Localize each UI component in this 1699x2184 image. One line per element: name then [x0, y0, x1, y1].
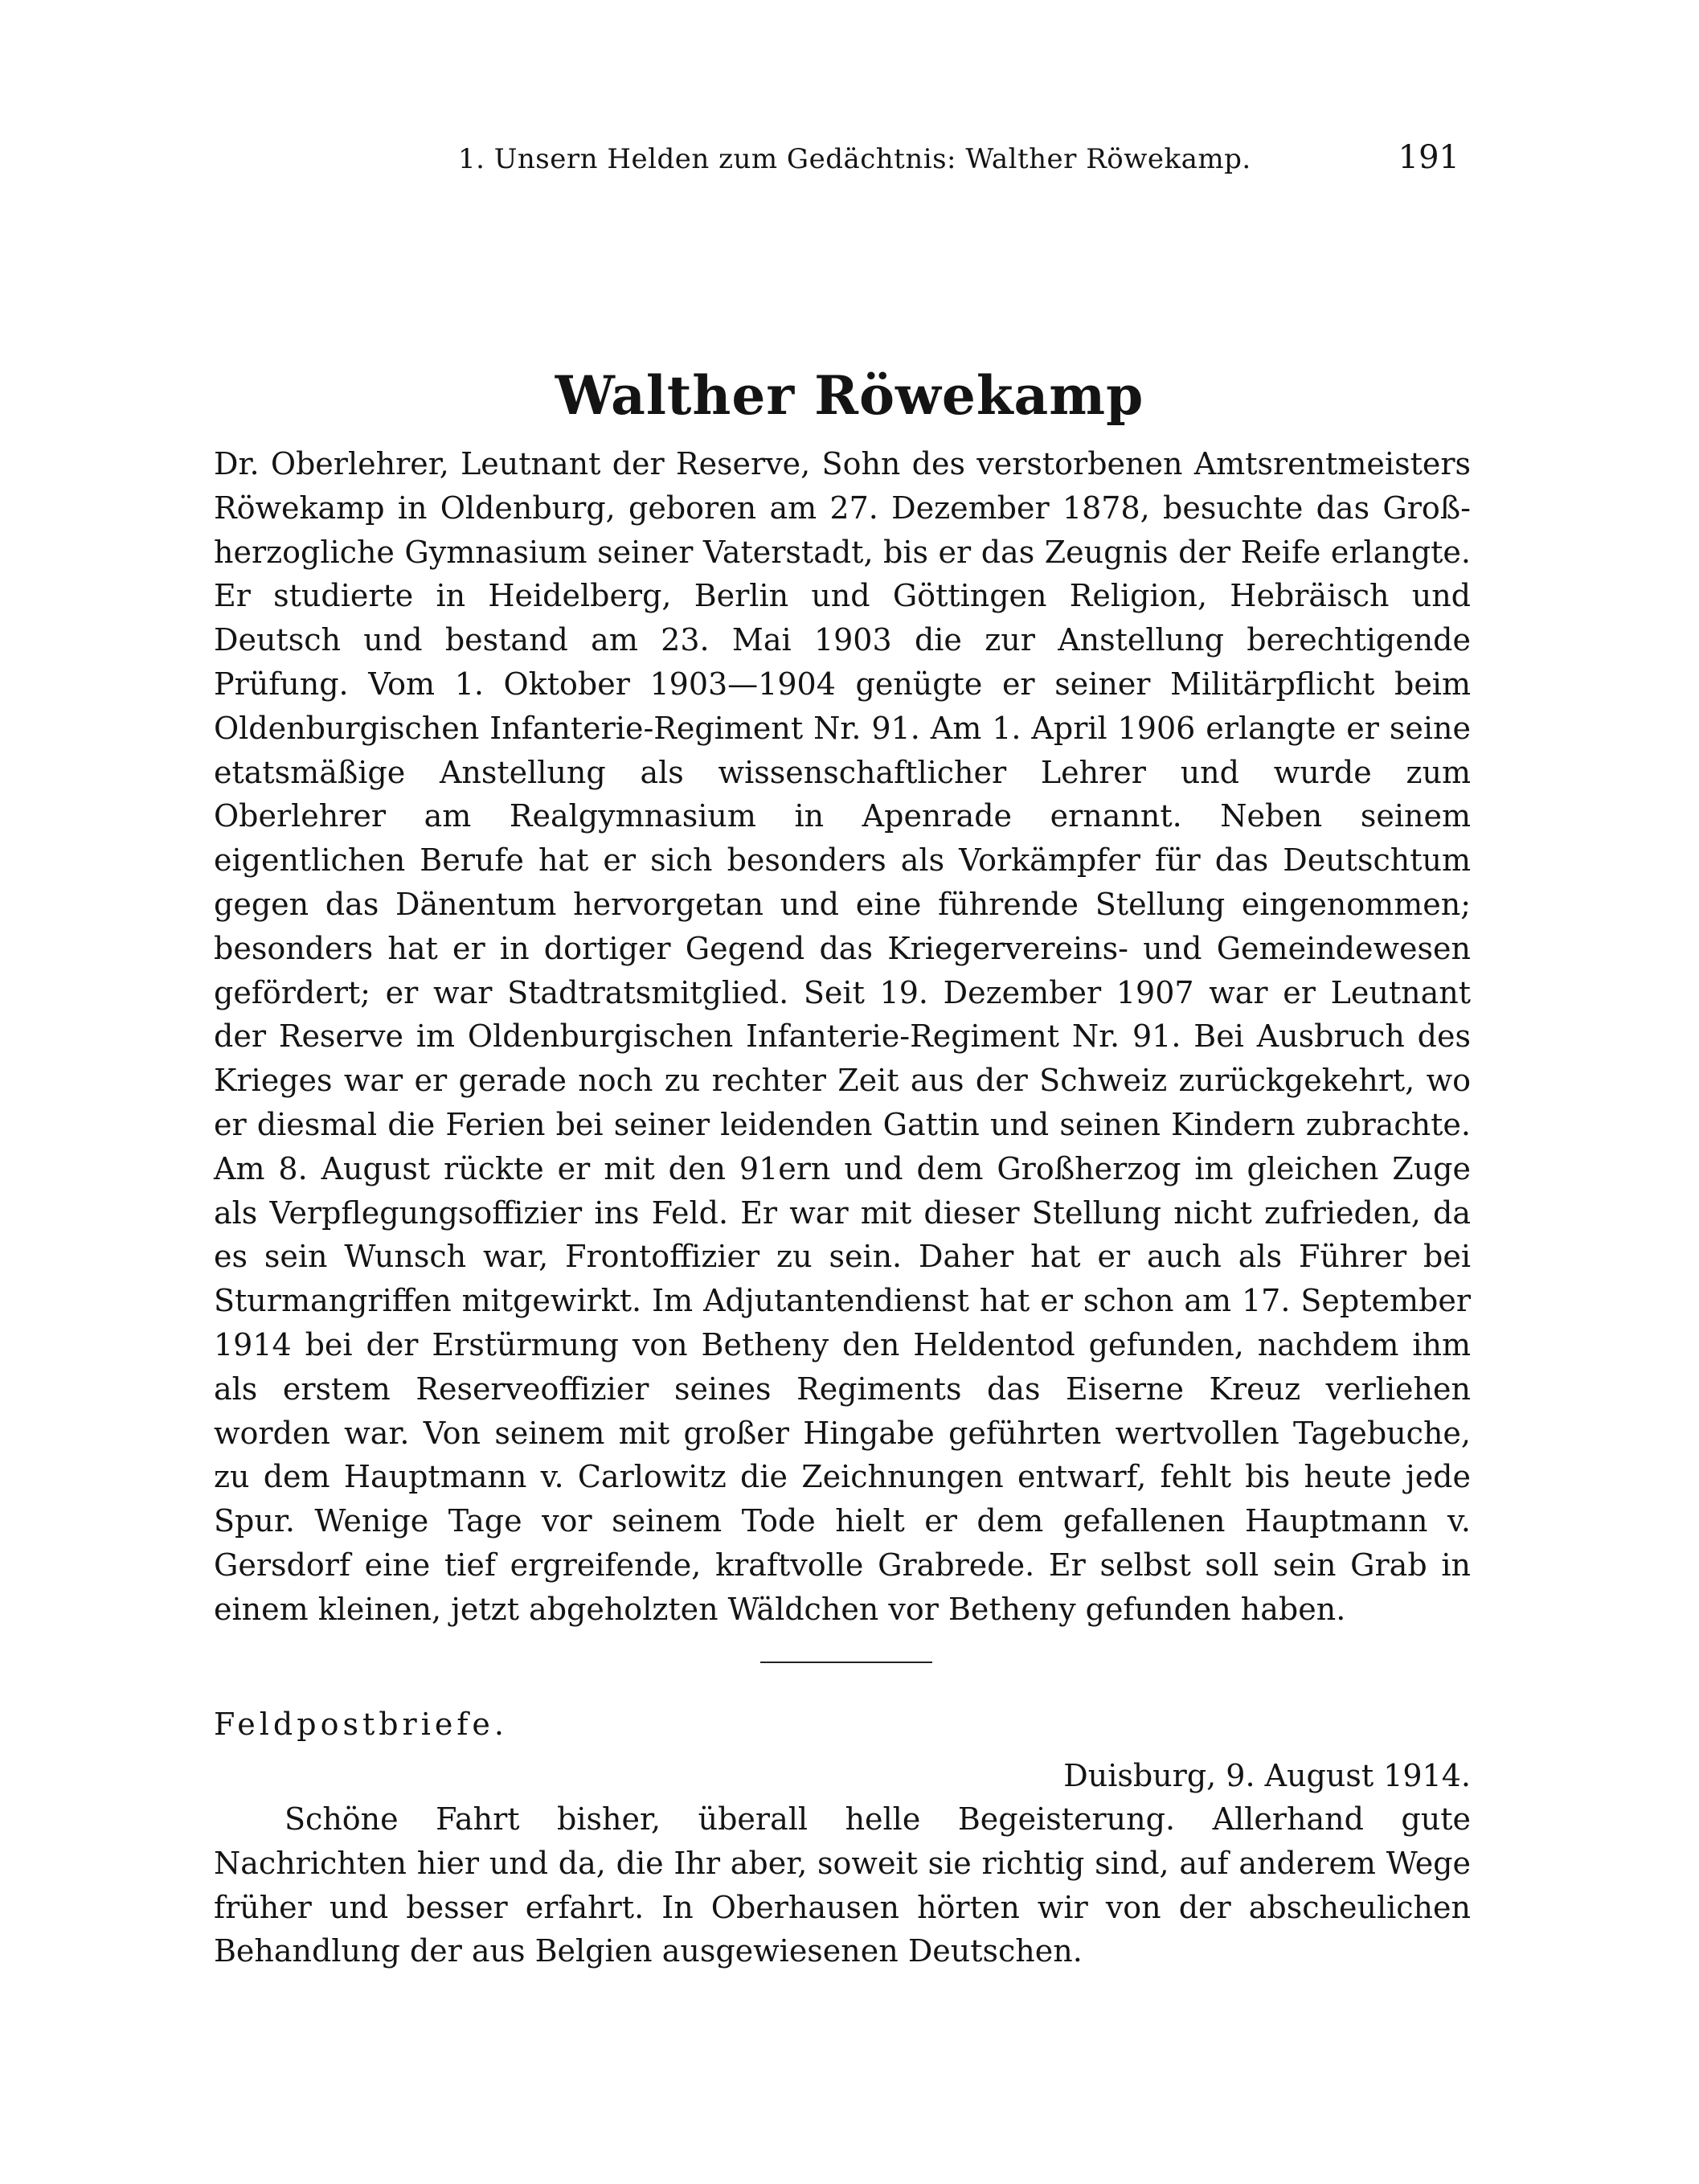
section-divider — [760, 1662, 932, 1663]
article-title: Walther Röwekamp — [555, 364, 1144, 427]
section-heading: Feldpostbriefe. — [214, 1707, 508, 1742]
running-head: 1. Unsern Helden zum Gedächtnis: Walther Röwekamp. — [458, 143, 1251, 175]
letter-paragraph: Schöne Fahrt bisher, überall helle Begeisterung. Allerhand gute Nachrichten hier und da, die Ihr aber, soweit sie richtig sind, auf anderem Wege früher und besser erfahrt. In Oberhausen hörten wir von der abscheulichen Behandlung der aus Belgien ausgewiesenen Deutschen. — [214, 1801, 1471, 1969]
page-number: 191 — [1398, 139, 1460, 176]
letter-place-date: Duisburg, 9. August 1914. — [1063, 1758, 1471, 1793]
biography-paragraph: Dr. Oberlehrer, Leutnant der Reserve, Sohn des verstorbenen Amtsrentmeisters Röwekamp in Oldenburg, geboren am 27. Dezember 1878, besuchte das Großherzogliche Gymnasium seiner Vaterstadt, bis er das Zeugnis der Reife erlangte. Er studierte in Heidelberg, Berlin und Göttingen Religion, Hebräisch und Deutsch und bestand am 23. Mai 1903 die zur Anstellung berechtigende Prüfung. Vom 1. Oktober 1903—1904 genügte er seiner Militärpflicht beim Oldenburgischen Infanterie-Regiment Nr. 91. Am 1. April 1906 erlangte er seine etatsmäßige Anstellung als wissenschaftlicher Lehrer und wurde zum Oberlehrer am Realgymnasium in Apenrade ernannt. Neben seinem eigentlichen Berufe hat er sich besonders als Vorkämpfer für das Deutschtum gegen das Dänentum hervorgetan und eine führende Stellung eingenommen; besonders hat er in dortiger Gegend das Kriegervereins- und Gemeindewesen gefördert; er war Stadtratsmitglied. Seit 19. Dezember 1907 war er Leutnant der Reserve im Oldenburgischen Infanterie-Regiment Nr. 91. Bei Ausbruch des Krieges war er gerade noch zu rechter Zeit aus der Schweiz zurückgekehrt, wo er diesmal die Ferien bei seiner leidenden Gattin und seinen Kindern zubrachte. Am 8. August rückte er mit den 91ern und dem Großherzog im gleichen Zuge als Verpflegungsoffizier ins Feld. Er war mit dieser Stellung nicht zufrieden, da es sein Wunsch war, Frontoffizier zu sein. Daher hat er auch als Führer bei Sturmangriffen mitgewirkt. Im Adjutantendienst hat er schon am 17. September 1914 bei der Erstürmung von Betheny den Heldentod gefunden, nachdem ihm als erstem Reserveoffizier seines Regiments das Eiserne Kreuz verliehen worden war. Von seinem mit großer Hingabe geführten wertvollen Tagebuche, zu dem Hauptmann v. Carlowitz die Zeichnungen entwarf, fehlt bis heute jede Spur. Wenige Tage vor seinem Tode hielt er dem gefallenen Hauptmann v. Gersdorf eine tief ergreifende, kraftvolle Grabrede. Er selbst soll sein Grab in einem kleinen, jetzt abgeholzten Wäldchen vor Betheny gefunden haben. — [214, 446, 1471, 1627]
